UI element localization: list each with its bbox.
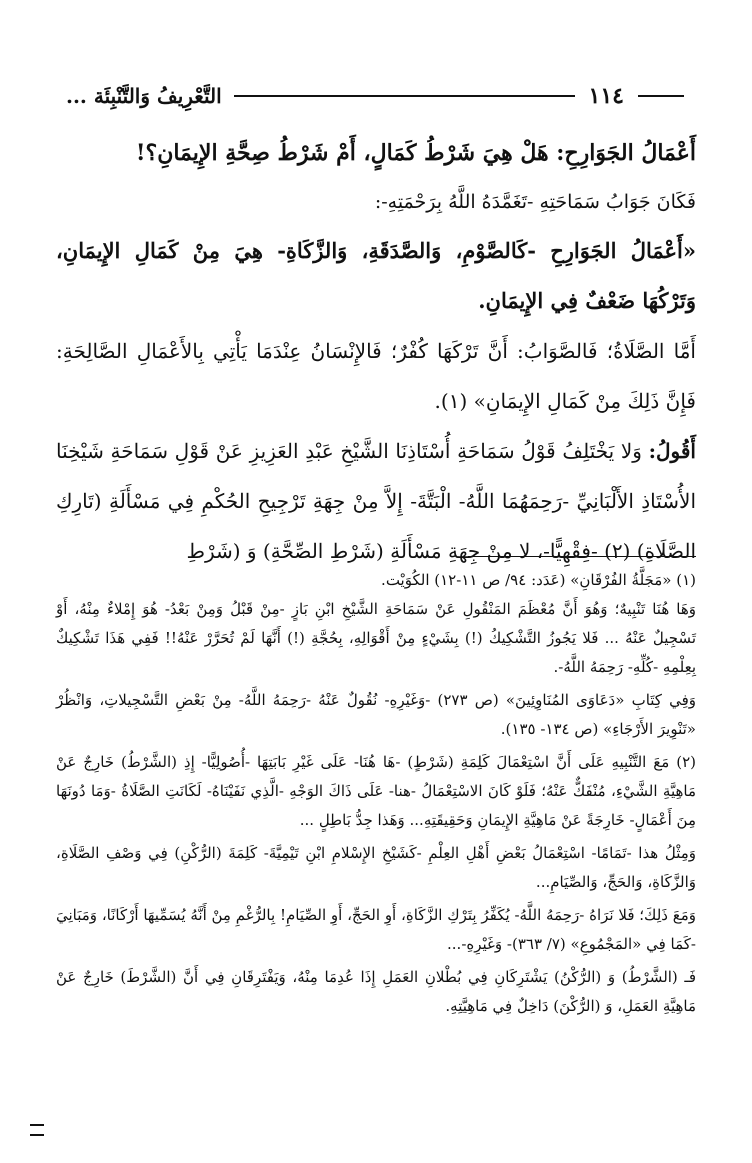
main-text [56, 128, 696, 576]
header-rule-right [638, 95, 684, 97]
quote-paragraph-1: «أَعْمَالُ الجَوَارِحِ -كَالصَّوْمِ، وَالصَّدَقَةِ، وَالزَّكَاةِ- هِيَ مِنْ كَمَالِ الإِيمَانِ، وَتَرْكُهَا ضَعْفٌ فِي الإِيمَانِ. [56, 238, 696, 313]
aqulu-paragraph [56, 426, 696, 576]
aqulu-label: أَقُولُ: [648, 439, 696, 463]
footnote-2-example: وَمِثْلُ هذا -تَمَامًا- اسْتِعْمَالُ بَعْضِ أَهْلِ العِلْمِ -كَشَيْخِ الإِسْلامِ ابْنِ تَيْمِيَّةَ- كَلِمَةَ (الرُّكْنِ) فِي وَصْفِ الصَّلَاةِ، وَالزَّكَاةِ، وَالحَجِّ، وَالصِّيَامِ... [56, 844, 696, 891]
question-heading: أَعْمَالُ الجَوَارِحِ: هَلْ هِيَ شَرْطُ كَمَالٍ، أَمْ شَرْطُ صِحَّةِ الإِيمَانِ؟! [135, 140, 696, 166]
footnote-1-remark: وَهَا هُنَا تَنْبِيهٌ؛ وَهُوَ أَنَّ مُعْظَمَ المَنْقُولِ عَنْ سَمَاحَةِ الشَّيْخِ ابْنِ بَازٍ -مِنْ قَبْلُ وَمِنْ بَعْدُ- هُوَ إِمْلاءٌ مِنْهُ، أَوْ تَسْجِيلٌ عَنْهُ ... فَلا يَجُوزُ التَّشْكِيكُ (!) بِشَيْءٍ مِنْ أَقْوَالِهِ، بِحُجَّةِ (!) أَنَّهَا لَمْ تُحَرَّرْ عَنْهُ!! فَفِي هَذَا تَشْكِيكٌ بِعِلْمِهِ -كُلِّهِ- رَحِمَهُ اللَّهُ-. [56, 600, 696, 676]
footnote-2: (٢) مَعَ التَّنْبِيهِ عَلَى أَنَّ اسْتِعْمَالَ كَلِمَةِ (شَرْطٍ) -هَا هُنَا- عَلَى غَيْرِ بَابَتِهَا -أُصُولِيًّا- إِذِ (الشَّرْطُ) خَارِجٌ عَنْ مَاهِيَّةِ الشَّيْءِ، مُنْفَكٌّ عَنْهُ؛ فَلَوْ كَانَ الاسْتِعْمَالُ -هنا- عَلَى ذَاكَ الوَجْهِ -الَّذِي نَفَيْنَاهُ- لَكَانَتِ الصَّلَاةُ -وَمَا دُونَهَا مِنَ أَعْمَالٍ- خَارِجَةً عَنْ مَاهِيَّةِ الإِيمَانِ وَحَقِيقَتِهِ... وَهَذا جِدُّ بَاطِلٍ ... [56, 753, 696, 829]
footnote-1: (١) «مَجَلَّةُ الفُرْقَانِ» (عَدَد: ٩٤/ ص ١١-١٢) الكُوَيْت. [381, 571, 696, 589]
margin-mark [30, 1124, 44, 1136]
footnote-2-conclusion: فَـ (الشَّرْطُ) وَ (الرُّكْنُ) يَشْتَرِكَانِ فِي بُطْلانِ العَمَلِ إِذَا عُدِمَا مِنْهُ، وَيَفْتَرِقَانِ فِي أَنَّ (الشَّرْطَ) خَارِجٌ عَنْ مَاهِيَّةِ العَمَلِ، وَ (الرُّكْنَ) دَاخِلٌ فِي مَاهِيَّتِهِ. [56, 968, 696, 1015]
footnotes [56, 566, 696, 1021]
running-title: التَّعْرِيفُ وَالتَّنْبِئَة ... [66, 84, 222, 108]
page-number: ١١٤ [588, 83, 624, 109]
footnote-2-note: وَمَعَ ذَلِكَ؛ فَلا نَرَاهُ -رَحِمَهُ اللَّهُ- يُكَفِّرُ بِتَرْكِ الزَّكَاةِ، أَوِ الحَجِّ، أَوِ الصِّيَامِ! بِالرُّغْمِ مِنْ أَنَّهُ يُسَمِّيهَا أَرْكَانًا، وَمَبَانِيَ -كَمَا فِي «المَجْمُوعِ» (٧/ ٣٦٣)- وَغَيْرِهِ-... [56, 906, 696, 953]
footnote-separator [468, 556, 696, 557]
page-header [62, 76, 692, 116]
quote-paragraph-2: أَمَّا الصَّلَاةُ؛ فَالصَّوَابُ: أَنَّ تَرْكَهَا كُفْرٌ؛ فَالإِنْسَانُ عِنْدَمَا يَأْتِي بِالأَعْمَالِ الصَّالِحَةِ: فَإِنَّ ذَلِكَ مِنْ كَمَالِ الإِيمَانِ» (١). [56, 339, 696, 413]
footnote-1-reference: وَفِي كِتَابِ «دَعَاوَى المُنَاوِئِينَ» (ص ٢٧٣) -وَغَيْرِهِ- نُقُولٌ عَنْهُ -رَحِمَهُ اللَّهُ- مِنْ بَعْضِ التَّسْجِيلاتِ، وَانْظُرْ «تَنْوِيرَ الأَرْجَاءِ» (ص ١٣٤- ١٣٥). [56, 691, 697, 738]
aqulu-text: وَلا يَخْتَلِفُ قَوْلُ سَمَاحَةِ أُسْتَاذِنَا الشَّيْخِ عَبْدِ العَزِيزِ عَنْ قَوْلِ سَمَاحَةِ شَيْخِنَا الأُسْتَاذِ الأَلْبَانِيِّ -رَحِمَهُمَا اللَّهُ- الْبَتَّةَ- إِلاَّ مِنْ جِهَةِ تَرْجِيحِ الحُكْمِ فِي مَسْأَلَةِ (تَارِكِ الصَّلَاةِ) (٢) -فِقْهِيًّا-، لا مِنْ جِهَةِ مَسْأَلَةِ (شَرْطِ الصِّحَّةِ) وَ (شَرْطِ [56, 439, 696, 563]
answer-lead: فَكَانَ جَوَابُ سَمَاحَتِهِ -تَغَمَّدَهُ اللَّهُ بِرَحْمَتِهِ-: [374, 191, 696, 213]
header-rule-middle [234, 95, 575, 97]
